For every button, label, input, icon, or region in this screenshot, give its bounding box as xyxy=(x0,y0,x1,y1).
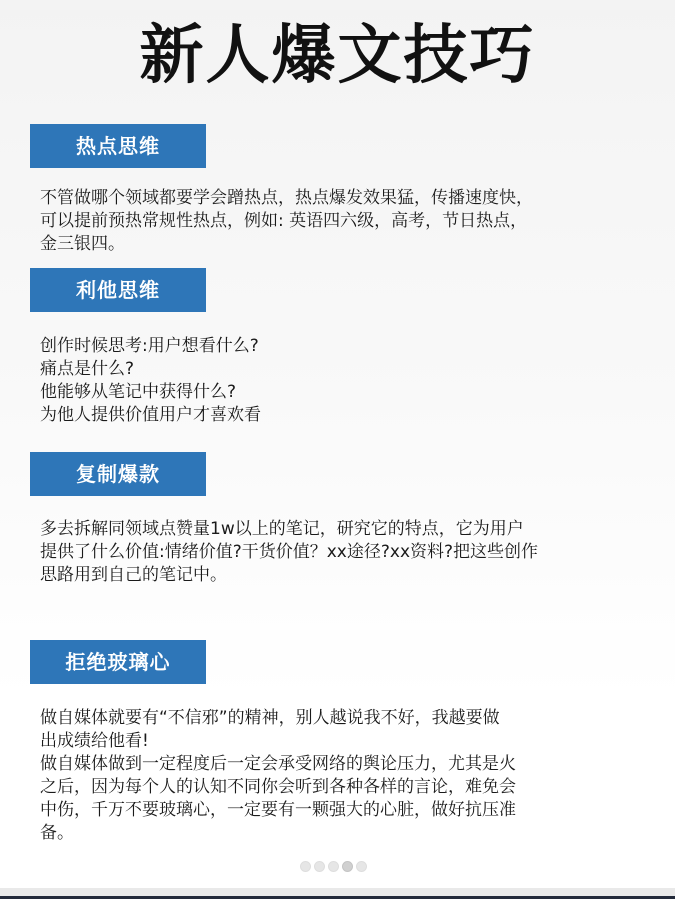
carousel-dot[interactable] xyxy=(328,861,339,872)
body-line: 他能够从笔记中获得什么? xyxy=(40,382,237,402)
carousel-pagination xyxy=(300,861,367,873)
carousel-dot[interactable] xyxy=(300,861,311,872)
section-body-hot-topics xyxy=(40,187,640,256)
body-line: 备。 xyxy=(40,823,74,843)
carousel-dot[interactable] xyxy=(356,861,367,872)
body-line: 金三银四。 xyxy=(40,234,125,254)
body-line: 思路用到自己的笔记中。 xyxy=(40,565,227,585)
body-line: 多去拆解同领域点赞量1w以上的笔记，研究它的特点，它为用户 xyxy=(40,519,524,539)
body-line: 创作时候思考:用户想看什么? xyxy=(40,336,259,356)
body-line: 不管做哪个领域都要学会蹭热点，热点爆发效果猛，传播速度快， xyxy=(40,188,533,208)
body-line: 之后，因为每个人的认知不同你会听到各种各样的言论，难免会 xyxy=(40,777,516,797)
body-line: 提供了什么价值:情绪价值?干货价值？xx途径?xx资料?把这些创作 xyxy=(40,542,539,562)
section-heading-altruism: 利他思维 xyxy=(30,268,206,312)
body-line: 做自媒体就要有“不信邪”的精神，别人越说我不好，我越要做 xyxy=(40,708,500,728)
body-line: 可以提前预热常规性热点，例如: 英语四六级，高考，节日热点， xyxy=(40,211,528,231)
body-line: 为他人提供价值用户才喜欢看 xyxy=(40,405,261,425)
section-heading-no-fragile-heart: 拒绝玻璃心 xyxy=(30,640,206,684)
section-body-copy-hits xyxy=(40,518,640,587)
carousel-dot[interactable] xyxy=(342,861,353,872)
section-heading-copy-hits: 复制爆款 xyxy=(30,452,206,496)
carousel-dot[interactable] xyxy=(314,861,325,872)
section-body-no-fragile-heart xyxy=(40,707,640,845)
page-title: 新人爆文技巧 xyxy=(139,19,536,93)
body-line: 中伤，千万不要玻璃心，一定要有一颗强大的心脏，做好抗压准 xyxy=(40,800,516,820)
section-body-altruism xyxy=(40,335,640,427)
body-line: 痛点是什么? xyxy=(40,359,135,379)
body-line: 出成绩给他看! xyxy=(40,731,149,751)
body-line: 做自媒体做到一定程度后一定会承受网络的舆论压力，尤其是火 xyxy=(40,754,516,774)
section-heading-hot-topics: 热点思维 xyxy=(30,124,206,168)
